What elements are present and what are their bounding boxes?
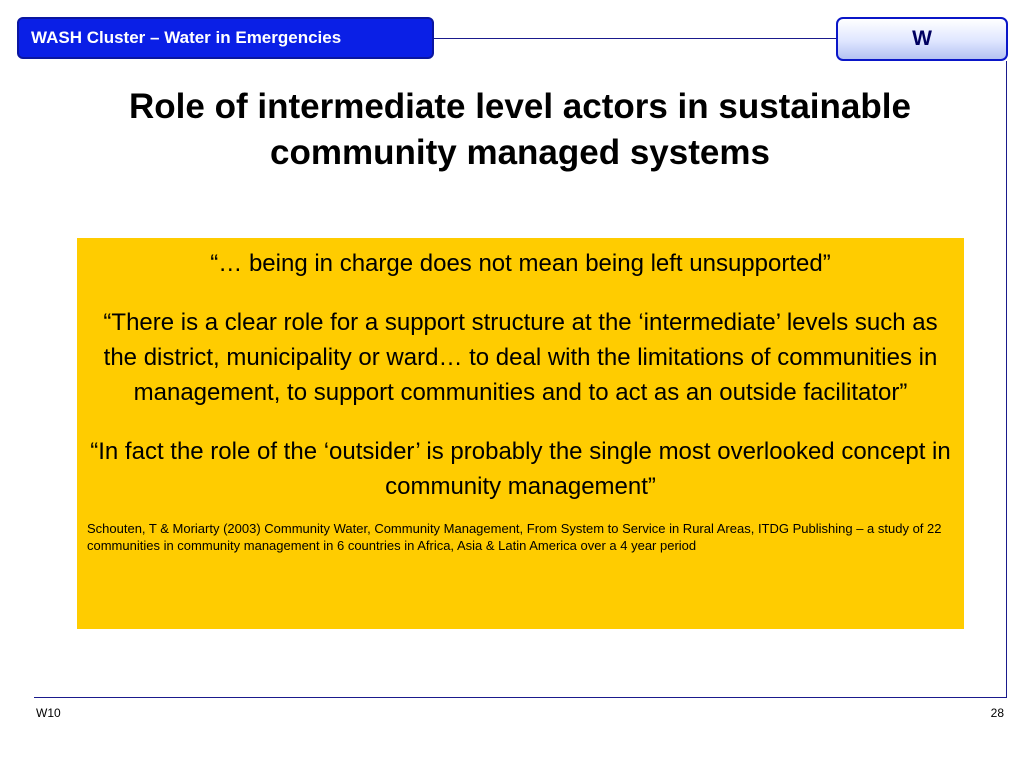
module-code-badge: W — [836, 17, 1008, 61]
quote-1: “… being in charge does not mean being left unsupported” — [210, 250, 831, 277]
page-number: 28 — [990, 706, 1004, 720]
header-rule — [434, 38, 836, 39]
quote-3: “In fact the role of the ‘outsider’ is probably the single most overlooked concept in community management” — [90, 438, 951, 500]
slide-title: Role of intermediate level actors in sustainable community managed systems — [129, 87, 911, 172]
citation: Schouten, T & Moriarty (2003) Community Water, Community Management, From System to Service in Rural Areas, ITDG Publishing – a study of 22 communities in community management in 6 countries in Africa, Asia & Latin America over a 4 year period — [87, 521, 942, 553]
footer-module-label: W10 — [36, 706, 61, 720]
footer-rule — [34, 697, 1007, 698]
cluster-title-badge: WASH Cluster – Water in Emergencies — [17, 17, 434, 59]
right-rule — [1006, 61, 1007, 698]
quote-2: “There is a clear role for a support structure at the ‘intermediate’ levels such as the district, municipality or ward… to deal with the limitations of communities in management, to support communities and to act as an outside facilitator” — [103, 309, 938, 406]
quote-box — [77, 238, 964, 629]
